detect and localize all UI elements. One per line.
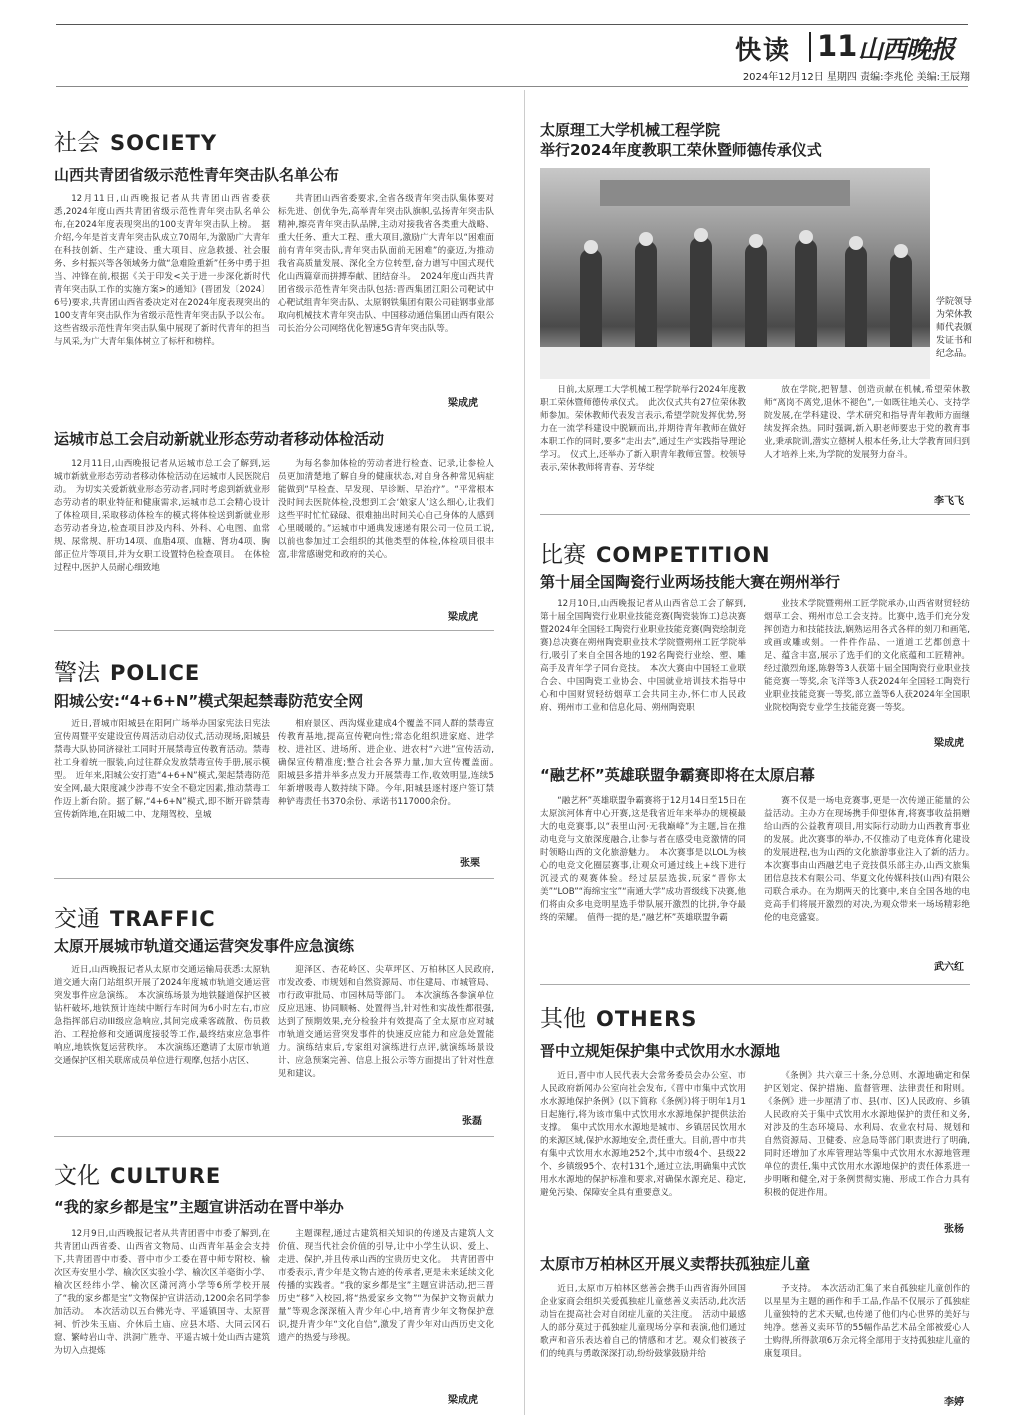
headline: 太原市万柏林区开展义卖帮扶孤独症儿童: [540, 1255, 811, 1273]
masthead-divider: [809, 32, 811, 62]
byline: 梁成虎: [448, 398, 478, 409]
photo-banner: [600, 180, 850, 206]
article-body: 迎泽区、杏花岭区、尖草坪区、万柏林区人民政府,市发改委、市规划和自然资源局、市住建局、市城管局、市行政审批局、市园林局等部门。 本次演练各参演单位反应迅速、协同顺畅、处置得当,针对性和实战性都很强,达到了预期效果,充分检验并有效提高了全太原市应对城市轨道交通运营突发事件的快速反应能力和应急处置能力。演练结束后,专家组对演练进行点评,就演练场景设计、应急预案完善、信息上报公示等方面提出了针对性意见和建议。: [278, 965, 494, 1079]
section-competition: [540, 536, 771, 568]
byline: 梁成虎: [448, 1395, 478, 1406]
section-police: [54, 654, 200, 686]
article-body: 业技术学院暨朔州工匠学院承办,山西省财贸轻纺烟草工会、朔州市总工会支持。比赛中,选手们充分发挥创造力和技能技法,娴熟运用各式各样的刻刀和画笔,或画或雕或刻。一件件作品、一道道工艺都创意十足、蕴含丰富,展示了选手们的文化底蕴和工匠精神。经过激烈角逐,陈磐等3人获第十届全国陶瓷行业职业技能竞赛一等奖,余飞洋等3人获2024年全国轻工陶瓷行业职业技能竞赛一等奖,部立盖等6人获2024年全国职业院校陶瓷专业学生技能竞赛一等奖。: [764, 599, 970, 713]
article-body: “融艺杯”英雄联盟争霸赛将于12月14日至15日在太原滨河体育中心开赛,这是我省近年来举办的规模最大的电竞赛事,以“表里山河·无我巅峰”为主题,旨在推动电竞与文旅深度融合,让参与者在感受电竞激情的同时领略山西的文化旅游魅力。 本次赛事是以LOL为核心的电竞文化圈层赛事,让观众可通过线上+线下进行沉浸式的观赛体验。经过层层选拔,玩家“晋你太美”“LOB”“海绵宝宝”“南通大学”成功晋级线下决赛,他们将由众多电竞明星选手带队展开激烈的比拼,争夺最终的荣耀。 值得一提的是,“融艺杯”英雄联盟争霸: [540, 796, 746, 923]
article-body: 为每名参加体检的劳动者进行检查、记录,让参检人员更加清楚地了解自身的健康状态,对自身各种常见病症能做到“早检查、早发现、早诊断、早治疗”。“平常根本没时间去医院体检,没想到工会‘娘家人’这么细心,让我们这些平时忙忙碌碌、很难抽出时间关心自己身体的人感到心里暖暖的。”运城市中通典发速递有限公司一位员工说,以前也参加过工会组织的其他类型的体检,体检项目很丰富,非常感谢党和政府的关心。: [278, 459, 494, 560]
byline: 张栗: [460, 858, 480, 869]
section-title-cn: 其他: [540, 1006, 586, 1032]
header-rule: [56, 86, 968, 87]
section-divider: [54, 630, 494, 631]
headline: 晋中立规矩保护集中式饮用水水源地: [540, 1042, 781, 1060]
section-traffic: [54, 900, 216, 932]
article-body: 赛不仅是一场电竞赛事,更是一次传递正能量的公益活动。主办方在现场携手仰望体育,将赛事收益捐赠给山西的公益教育项目,用实际行动助力山西教育事业的发展。此次赛事的举办,不仅推动了电竞体育化建设的发展进程,也为山西的文化旅游事业注入了新的活力。 本次赛事由山西融艺电子竞技俱乐部主办,山西文旅集团信息技术有限公司、华夏文化传媒科技(山西)有限公司联合承办。在为期两天的比赛中,来自全国各地的电竞高手们将展开激烈的对决,为观众带来一场场精彩绝伦的电竞盛宴。: [764, 796, 979, 923]
headline-line: 举行2024年度教职工荣休暨师德传承仪式: [540, 141, 822, 159]
article-body: 《条例》共六章三十条,分总则、水源地确定和保护区划定、保护措施、监督管理、法律责任和附则。《条例》进一步厘清了市、县(市、区)人民政府、乡镇人民政府关于集中式饮用水水源地保护的责任和义务,对涉及的生态环境局、水利局、农业农村局、规划和自然资源局、卫健委、应急局等部门职责进行了明确,同时还增加了水库管理站等集中式饮用水水源地管理单位的责任,集中式饮用水水源地保护的责任体系进一步明晰和健全,对于条例贯彻实施、形成工作合力具有积极的促进作用。: [764, 1071, 970, 1198]
byline: 李飞飞: [934, 496, 964, 507]
article-body: 主题课程,通过古建筑相关知识的传递及古建筑人文价值、现当代社会价值的引导,让中小学生认识、爱上、走进、保护,并且传承山西的宝贵历史文化。 共青团晋中市委表示,青少年是文物古迹的传承者,更是未来延续文化传播的实践者。“我的家乡都是宝”主题宣讲活动,把三晋历史“移”入校园,将“热爱家乡文物”“为保护文物贡献力量”等观念深深植入青少年心中,培育青少年文物保护意识,提升青少年“文化自信”,激发了青少年对山西历史文化遗产的热爱与珍视。: [278, 1229, 494, 1343]
section-title-en: CULTURE: [110, 1164, 222, 1188]
masthead: [735, 30, 970, 64]
byline: 武六红: [934, 962, 964, 973]
headline: 阳城公安:“4+6+N”模式架起禁毒防范安全网: [54, 692, 364, 710]
section-title-cn: 警法: [54, 660, 100, 686]
headline: “我的家乡都是宝”主题宣讲活动在晋中举办: [54, 1198, 344, 1216]
photo-caption: 学院领导为荣休教师代表颁发证书和纪念品。: [936, 297, 973, 359]
column-divider: [524, 90, 525, 1415]
section-title-en: COMPETITION: [596, 543, 771, 567]
headline-line: 太原理工大学机械工程学院: [540, 121, 721, 139]
article-body: 近日,太原市万柏林区慈善会携手山西省海外回国企业家商会组织关爱孤独症儿童慈善义卖活动,此次活动旨在提高社会对自闭症儿童的关注度。 活动中最感人的部分莫过于孤独症儿童现场分享和表演,他们通过歌声和音乐表达着自己的情感和才艺。观众们被孩子们的纯真与勇敢深深打动,纷纷鼓掌鼓励并给: [540, 1284, 746, 1359]
section-title-en: SOCIETY: [110, 131, 218, 155]
section-others: [540, 1000, 697, 1032]
byline: 张磊: [462, 1116, 482, 1127]
article-body: 予支持。 本次活动汇集了来自孤独症儿童创作的以星星为主题的画作和手工品,作品不仅展示了孤独症儿童独特的艺术天赋,也传递了他们内心世界的美好与纯净。慈善义卖环节的55幅作品艺术品全部被爱心人士购得,所得款项6万余元将全部用于支持孤独症儿童的康复项目。: [764, 1284, 970, 1359]
section-title-cn: 社会: [54, 130, 100, 156]
section-label: 快读: [735, 36, 792, 66]
section-society: [54, 124, 217, 156]
headline: [540, 120, 930, 160]
headline: 山西共青团省级示范性青年突击队名单公布: [54, 166, 340, 184]
section-title-en: POLICE: [110, 661, 201, 685]
article-body: 近日,晋中市人民代表大会常务委员会办公室、市人民政府新闻办公室向社会发布,《晋中市集中式饮用水水源地保护条例》(以下简称《条例》)将于明年1月1日起施行,将为该市集中式饮用水水源地保护提供法治支撑。 集中式饮用水水源地是城市、乡镇居民饮用水的来源区域,保护水源地安全,责任重大。目前,晋中市共有集中式饮用水水源地252个,其中市级4个、县级22个、乡镇级95个、农村131个,通过立法,明确集中式饮用水水源地的保护标准和要求,对确保水源充足、稳定,避免污染、保障安全具有重要意义。: [540, 1071, 746, 1198]
top-rule: [56, 24, 968, 25]
section-divider: [54, 878, 494, 879]
article-body: 12月10日,山西晚报记者从山西省总工会了解到,第十届全国陶瓷行业职业技能竞赛(陶瓷装饰工)总决赛暨2024年全国轻工陶瓷行业职业技能竞赛(陶瓷绘制竞赛)总决赛在朔州陶瓷职业技术学院暨朔州工匠学院举行,吸引了来自全国各地的192名陶瓷行业绘、塑、雕高手及青年学子同台竞技。 本次大赛由中国轻工业联合会、中国陶瓷工业协会、中国就业培训技术指导中心和中国财贸轻纺烟草工会共同主办,怀仁市人民政府、朔州市工业和信息化局、朔州陶瓷职: [540, 599, 746, 713]
section-divider: [540, 984, 970, 985]
article-body: 相府景区、西沟煤业建成4个覆盖不同人群的禁毒宣传教育基地,提高宣传靶向性;常态化组织进家庭、进学校、进社区、进场所、进企业、进农村“六进”宣传活动,确保宣传精准度;整合社会各界力量,加大宣传覆盖面。 阳城县多措并举多点发力开展禁毒工作,收效明显,连续5年新增吸毒人数持续下降。今年,阳城县逐村逐户签订禁种铲毒责任书370余份、承诺书117000余份。: [278, 719, 503, 807]
section-culture: [54, 1157, 221, 1189]
article-body: 共青团山西省委要求,全省各级青年突击队集体要对标先进、创优争先,高举青年突击队旗帜,弘扬青年突击队精神,擦亮青年突击队品牌,主动对接我省各类重大战略、重大任务、重大工程、重大项目,激励广大青年以“困难面前有青年突击队,青年突击队面前无困难”的豪迈,为推动我省高质量发展、深化全方位转型,奋力谱写中国式现代化山西篇章而拼搏奉献、团结奋斗。 2024年度山西共青团省级示范性青年突击队包括:晋西集团江阳公司靶试中心靶试组青年突击队、太原钢铁集团有限公司硅钢事业部取向机械技术青年突击队、中国移动通信集团山西有限公司长治分公司网络优化智速5G青年突击队等。: [278, 194, 494, 334]
article-body: 近日,晋城市阳城县在阳阿广场举办国家宪法日宪法宣传周暨平安建设宣传周活动启动仪式,活动现场,阳城县禁毒大队协同济禄社工同时开展禁毒宣传教育活动。禁毒社工身着统一服装,向过往群众发放禁毒宣传手册,展示模型。 近年来,阳城公安打造“4+6+N”模式,架起禁毒防范安全网,最大限度减少涉毒不安全不稳定因素,推动禁毒工作迈上新台阶。据了解,“4+6+N”模式,即不断开辟禁毒宣传新阵地,在阳城二中、龙翔驾校、皇城: [54, 719, 270, 820]
headline: 运城市总工会启动新就业形态劳动者移动体检活动: [54, 430, 385, 448]
section-title-cn: 比赛: [540, 542, 586, 568]
section-title-en: TRAFFIC: [110, 907, 216, 931]
section-title-cn: 交通: [54, 906, 100, 932]
section-divider: [540, 514, 970, 515]
headline: 太原开展城市轨道交通运营突发事件应急演练: [54, 937, 355, 955]
section-title-cn: 文化: [54, 1163, 100, 1189]
headline: “融艺杯”英雄联盟争霸赛即将在太原启幕: [540, 766, 815, 784]
article-body: 12月11日,山西晚报记者从运城市总工会了解到,运城市新就业形态劳动者移动体检活动在运城市人民医院启动。 为切实关爱新就业形态劳动者,同时考虑到新就业形态劳动者的职业特征和健康需求,运城市总工会精心设计了体检项目,采取移动体检车的模式将体检送到新就业形态劳动者身边,检查项目涉及内科、外科、心电图、血常规、尿常规、肝功14项、血脂4项、血糖、肾功4项、胸部正位片等项目,并为女职工设置特色检查项目。 在体检过程中,医护人员耐心细致地: [54, 459, 270, 573]
newspaper-logo: 山西晚报: [858, 35, 955, 64]
article-body: 12月11日,山西晚报记者从共青团山西省委获悉,2024年度山西共青团省级示范性青年突击队名单公布,在2024年度表现突出的100支青年突击队上榜。 据介绍,今年是首支青年突击队成立70周年,为激励广大青年在科技创新、生产建设、重大项目、应急救援、社会服务、乡村振兴等各领域务力做“急难险重新”任务中勇于担当、冲锋在前,根据《关于印发<关于进一步深化新时代青年突击队工作的实施方案>的通知》(晋团发〔2024〕6号)要求,共青团山西省委决定对在2024年度表现突出的100支青年突击队作为省级示范性青年突击队予以公布。这些省级示范性青年突击队集中展现了新时代青年的担当与风采,为广大青年集体树立了标杆和榜样。: [54, 194, 270, 347]
byline: 李婷: [944, 1397, 964, 1408]
article-body: 12月9日,山西晚报记者从共青团晋中市委了解到,在共青团山西省委、山西省文物局、山西青年基金会支持下,共青团晋中市委、晋中市少工委在晋中师专附校、榆次区寿安里小学、榆次区实验小学、榆次区羊毫街小学、榆次区经纬小学、榆次区潇河湾小学等6所学校开展了“我的家乡都是宝”文物保护宣讲活动,1200余名同学参加活动。 本次活动以五台佛光寺、平遥镇国寺、太原晋祠、忻沙朱玉庙、介休后土庙、应县木塔、大同云冈石窟、繁峙岩山寺、洪洞广胜寺、平遥古城十处山西古建筑为切入点提炼: [54, 1229, 270, 1356]
byline: 梁成虎: [934, 738, 964, 749]
headline: 第十届全国陶瓷行业两场技能大赛在朔州举行: [540, 573, 841, 591]
page-number: 11: [817, 29, 858, 63]
article-body: 放在学院,把智慧、创造贡献在机械,希望荣休教师“离岗不离党,退休不褪色”,一如既往地关心、支持学院发展,在学科建设、学术研究和指导青年教师方面继续发挥余热。同时强调,新入职老师要忠于党的教育事业,秉承院训,潜实立德树人根本任务,让大学教育回归到人才培养上来,为学院的发展努力奋斗。: [764, 385, 970, 460]
dateline: 2024年12月12日 星期四 责编:李兆伦 美编:王辰翔: [742, 72, 970, 83]
article-body: 日前,太原理工大学机械工程学院举行2024年度教职工荣休暨师德传承仪式。 此次仪式共有27位荣休教师参加。荣休教师代表发言表示,希望学院发挥优势,努力在一流学科建设中脱颖而出,并期待青年教师在做好本职工作的同时,要多“走出去”,通过生产实践指导理论学习。 仪式上,还举办了新入职青年教师宣誓。校领导表示,荣休教师将青春、芳华绽: [540, 385, 746, 473]
byline: 梁成虎: [448, 612, 478, 623]
article-body: 近日,山西晚报记者从太原市交通运输局获悉:太原轨道交通大南门站组织开展了2024年度城市轨道交通运营突发事件应急演练。 本次演练场景为地铁隧道保护区被钻杆破坏,地铁预计连续中断行车时间为6小时左右,市应急指挥部启动III级应急响应,其间完成乘客疏散、伤员救治、工程抢修和交通调度接驳等工作,最终结束应急事件响应,地铁恢复运营秩序。 本次演练还邀请了太原市轨道交通保护区相关联席成员单位进行观摩,包括小店区、: [54, 965, 270, 1066]
byline: 张杨: [944, 1224, 964, 1235]
section-title-en: OTHERS: [596, 1007, 698, 1031]
section-divider: [54, 1136, 494, 1137]
ceremony-photo: [540, 168, 930, 379]
photo-table: [540, 347, 930, 379]
